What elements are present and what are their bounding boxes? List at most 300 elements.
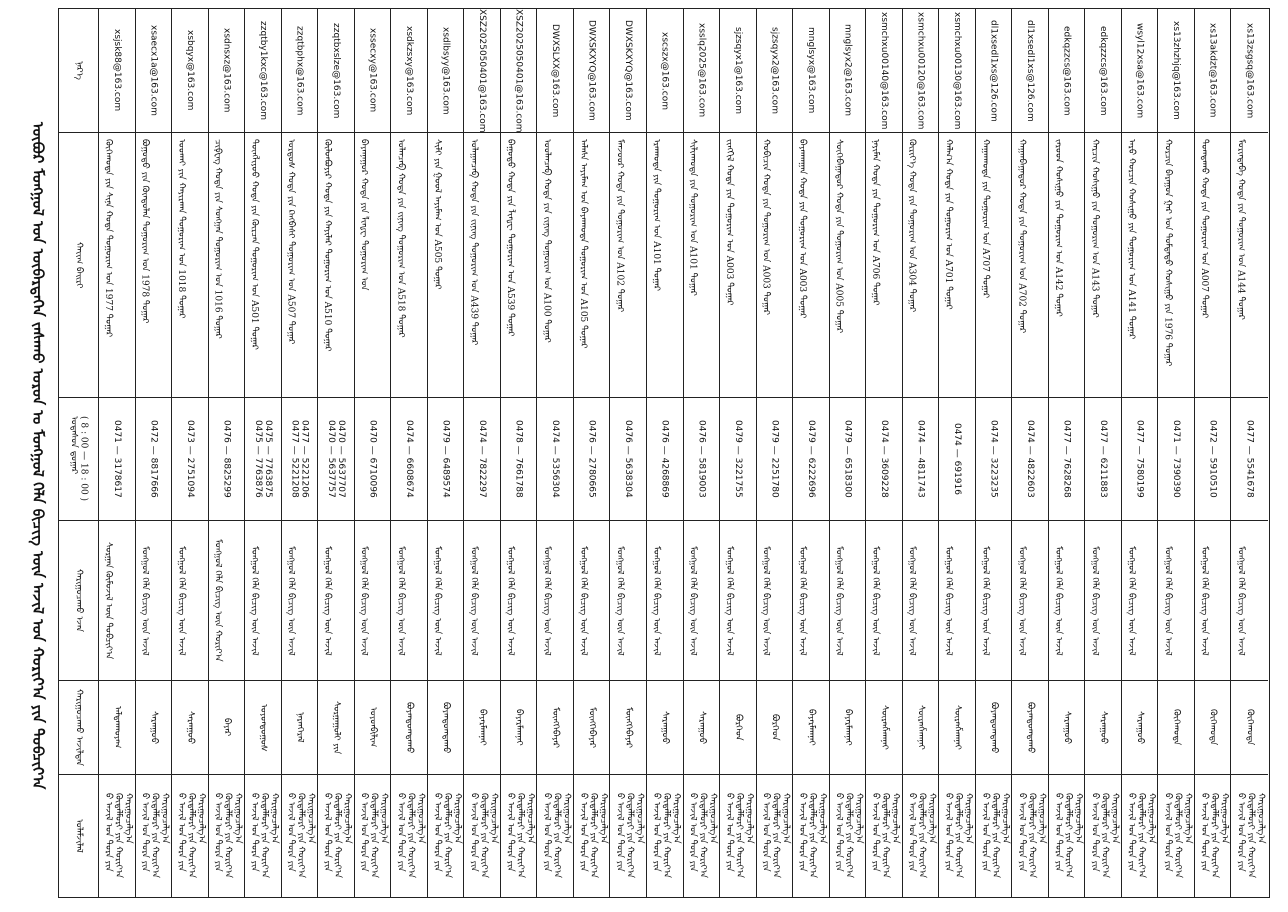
cell-dept [428, 521, 464, 681]
cell-note [172, 775, 208, 896]
cell-person [1195, 681, 1231, 775]
cell-note [1158, 775, 1194, 896]
cell-email[interactable] [1122, 9, 1158, 133]
cell-dept [684, 521, 720, 681]
cell-email[interactable] [318, 9, 354, 133]
cell-note [647, 775, 683, 896]
email-text: DWXSLXX@163.com [550, 23, 561, 118]
header-cell [59, 521, 98, 681]
tel-text: 0475 — 7763876 0475 — 7763875 [252, 420, 273, 498]
person-text: ᠮᠥᠩᠬᠡᠪᠠᠶᠠᠷ [586, 706, 597, 749]
cell-address [464, 133, 500, 398]
dept-text: ᠮᠣᠩᠭᠣᠯ ᠬᠡᠯᠡ ᠪᠢᠴᠢᠭ ᠦᠨ ᠠᠵᠢᠯ [760, 545, 771, 656]
email-text: xssecxy@163.com [367, 28, 378, 113]
cell-email[interactable] [684, 9, 720, 133]
cell-dept [793, 521, 829, 681]
cell-address [136, 133, 172, 398]
address-text: ᠬᠥᠬᠡᠬᠣᠲᠠ ᠶᠢᠨ ᠰᠢᠨᠡ ᠬᠣᠲᠠ ᠲᠣᠭᠣᠷᠢᠭ ᠤᠨ 1977 ᠳᠤᠭᠠᠷ [103, 139, 113, 338]
person-text: ᠨᠠᠷᠠᠨᠭᠡᠷᠡᠯ [294, 712, 305, 743]
cell-address [757, 133, 793, 398]
cell-dept [976, 521, 1012, 681]
dept-text: ᠮᠣᠩᠭᠣᠯ ᠬᠡᠯᠡ ᠪᠢᠴᠢᠭ ᠦᠨ ᠠᠵᠢᠯ [358, 545, 369, 656]
document-title [18, 20, 58, 892]
table-row [793, 9, 830, 897]
email-text: xsmchxu00120@163.com [915, 11, 926, 130]
dept-text: ᠮᠣᠩᠭᠣᠯ ᠬᠡᠯᠡ ᠪᠢᠴᠢᠭ ᠦᠨ ᠠᠵᠢᠯ [541, 545, 552, 656]
cell-address [610, 133, 646, 398]
cell-tel [136, 398, 172, 521]
email-text: zzqtbxslze@163.com [330, 22, 341, 119]
cell-note [757, 775, 793, 896]
cell-address [245, 133, 281, 398]
cell-person [172, 681, 208, 775]
dept-text: ᠮᠣᠩᠭᠣᠯ ᠬᠡᠯᠡ ᠪᠢᠴᠢᠭ ᠦᠨ ᠠᠵᠢᠯ [577, 545, 588, 656]
person-text: ᠮᠥᠩᠬᠡᠪᠠᠶᠠᠷ [550, 706, 561, 749]
cell-tel [1195, 398, 1231, 521]
person-text: ᠰᠠᠷᠠᠨᠭᠣᠣ [1061, 710, 1072, 745]
table-row [830, 9, 867, 897]
address-text: ᠪᠠᠶᠠᠨᠨᠠᠭᠤᠷ ᠬᠣᠲᠠ ᠶᠢᠨ ᠯᠢᠨᠾᠧ ᠲᠣᠭᠣᠷᠢᠭ ᠤᠨ [358, 139, 369, 291]
tel-text: 0477 — 6211883 [1098, 420, 1109, 498]
cell-address [209, 133, 245, 398]
address-text: ᠬᠥᠯᠥᠨᠪᠤᠶᠢᠷ ᠬᠣᠲᠠ ᠶᠢᠨ ᠬᠠᠶᠢᠯᠠᠷ ᠲᠣᠭᠣᠷᠢᠭ ᠤᠨ A510 ᠳᠤᠭᠠᠷ [322, 139, 333, 352]
address-text: ᠬᠠᠯᠬ᠎ᠠ ᠬᠣᠲᠠ ᠶᠢᠨ ᠲᠣᠭᠣᠷᠢᠭ ᠤᠨ A701 ᠳᠤᠭᠠᠷ [943, 139, 954, 310]
cell-email[interactable] [757, 9, 793, 133]
cell-note [99, 775, 135, 896]
table-row [1122, 9, 1159, 897]
person-text: ᠬᠥᠬᠡᠬᠣᠲᠠ [1207, 709, 1218, 746]
email-text: edkqzzcs@163.com [1098, 25, 1109, 116]
cell-note [428, 775, 464, 896]
note-text: ᠪ ᠠᠵᠢᠯ ᠤᠨ ᠳᠤᠷᠠ ᠶᠢᠨ ᠬᠥᠳᠡᠯᠮᠦᠷᠢ ᠶᠢᠨ ᠬᠤᠷᠢᠶ᠎ᠠ ᠬᠠᠷᠢᠭᠤᠴᠠᠯᠭ᠎ᠠ [1198, 793, 1229, 878]
address-text: ᠤᠤᠯᠠᠨᠴᠠᠪ ᠬᠣᠲᠠ ᠶᠢᠨ ᠵᠢᠨᠢᠩ ᠲᠣᠭᠣᠷᠢᠭ ᠤᠨ A100 ᠳᠤᠭᠠᠷ [541, 139, 552, 343]
dept-text: ᠮᠣᠩᠭᠣᠯ ᠬᠡᠯᠡ ᠪᠢᠴᠢᠭ ᠦᠨ ᠠᠵᠢᠯ [285, 545, 296, 656]
cell-dept [1012, 521, 1048, 681]
person-text: ᠰᠦᠷᠡᠩᠮᠠᠭᠨᠠᠢ [878, 705, 889, 750]
person-text: ᠪᠠᠶᠠᠷᠮᠠᠭᠨᠠᠢ [805, 709, 816, 746]
cell-person [537, 681, 573, 775]
cell-email[interactable] [1085, 9, 1121, 133]
cell-dept [903, 521, 939, 681]
tel-text: 0477 — 5541678 [1244, 420, 1255, 498]
header-label: ᠨᠡᠷ᠎ᠡ [73, 61, 84, 80]
tel-text: 0471 — 3178617 [111, 420, 122, 498]
cell-address [574, 133, 610, 398]
cell-person [318, 681, 354, 775]
email-text: xsmchxu00140@163.com [878, 11, 889, 130]
note-text: ᠪ ᠠᠵᠢᠯ ᠤᠨ ᠳᠤᠷᠠ ᠶᠢᠨ ᠬᠥᠳᠡᠯᠮᠦᠷᠢ ᠶᠢᠨ ᠬᠤᠷᠢᠶ᠎ᠠ ᠬᠠᠷᠢᠭᠤᠴᠠᠯᠭ᠎ᠠ [1235, 793, 1266, 878]
address-text: ᠵᠢᠩᠭᠢᠯ ᠬᠣᠲᠠ ᠶᠢᠨ ᠲᠣᠭᠣᠷᠢᠭ ᠤᠨ A003 ᠳᠤᠭᠠᠷ [724, 139, 735, 306]
tel-text: 0473 — 2751094 [184, 420, 195, 498]
cell-person [1122, 681, 1158, 775]
cell-person [391, 681, 427, 775]
person-text: ᠰᠤᠷᠭᠠᠭᠤᠯᠢ ᠶᠢᠨ [330, 700, 341, 755]
cell-person [464, 681, 500, 775]
cell-person [939, 681, 975, 775]
person-text: ᠰᠠᠷᠠᠨᠭᠣᠣ [184, 710, 195, 745]
cell-person [976, 681, 1012, 775]
address-text: ᠣᠷᠳᠣᠰ ᠬᠣᠲᠠ ᠶᠢᠨ ᠺᠠᠩᠪᠠᠰᠢ ᠲᠣᠭᠣᠷᠢᠭ ᠤᠨ A507 ᠳᠤᠭᠠᠷ [285, 139, 296, 345]
cell-note [574, 775, 610, 896]
dept-text: ᠮᠣᠩᠭᠣᠯ ᠬᠡᠯᠡ ᠪᠢᠴᠢᠭ ᠦᠨ ᠠᠵᠢᠯ [1235, 545, 1246, 656]
cell-dept [720, 521, 756, 681]
table-row [1085, 9, 1122, 897]
person-text: ᠪᠤᠷᠭᠡᠳ [732, 714, 743, 741]
cell-person [647, 681, 683, 775]
table-body [99, 9, 1269, 897]
cell-note [1122, 775, 1158, 896]
note-text: ᠪ ᠠᠵᠢᠯ ᠤᠨ ᠳᠤᠷᠠ ᠶᠢᠨ ᠬᠥᠳᠡᠯᠮᠦᠷᠢ ᠶᠢᠨ ᠬᠤᠷᠢᠶ᠎ᠠ ᠬᠠᠷᠢᠭᠤᠴᠠᠯᠭ᠎ᠠ [577, 793, 608, 878]
cell-tel [976, 398, 1012, 521]
cell-tel [1049, 398, 1085, 521]
tel-text: 0474 — 6608674 [404, 420, 415, 498]
cell-address [99, 133, 135, 398]
cell-address [391, 133, 427, 398]
cell-tel [1122, 398, 1158, 521]
dept-text: ᠮᠣᠩᠭᠣᠯ ᠬᠡᠯᠡ ᠪᠢᠴᠢᠭ ᠦᠨ ᠠᠵᠢᠯ [139, 545, 150, 656]
dept-text: ᠮᠣᠩᠭᠣᠯ ᠬᠡᠯᠡ ᠪᠢᠴᠢᠭ ᠦᠨ ᠠᠵᠢᠯ [395, 545, 406, 656]
cell-email[interactable] [136, 9, 172, 133]
cell-dept [830, 521, 866, 681]
cell-email[interactable] [99, 9, 135, 133]
dept-text: ᠮᠣᠩᠭᠣᠯ ᠬᠡᠯᠡ ᠪᠢᠴᠢᠭ ᠦᠨ ᠬᠣᠷᠢᠶ᠎ᠠ [212, 539, 223, 662]
email-text: sjzsqyx1@163.com [732, 27, 743, 114]
cell-tel [939, 398, 975, 521]
cell-note [209, 775, 245, 896]
address-text: ᠲᠦᠩᠯᠢᠶᠣᠤ ᠬᠣᠲᠠ ᠶᠢᠨ ᠬᠦᠷᠴᠡᠨ ᠲᠣᠭᠣᠷᠢᠭ ᠤᠨ A501 ᠳᠤᠭᠠᠷ [249, 139, 260, 350]
tel-text: 0476 — 5819003 [696, 420, 707, 498]
note-text: ᠪ ᠠᠵᠢᠯ ᠤᠨ ᠳᠤᠷᠠ ᠶᠢᠨ ᠬᠥᠳᠡᠯᠮᠦᠷᠢ ᠶᠢᠨ ᠬᠤᠷᠢᠶ᠎ᠠ ᠬᠠᠷᠢᠭᠤᠴᠠᠯᠭ᠎ᠠ [212, 793, 243, 878]
address-text: ᠣᠯᠠᠨᠴᠠᠪ ᠬᠣᠲᠠ ᠶᠢᠨ ᠵᠢᠨᠢᠩ ᠲᠣᠭᠣᠷᠢᠭ ᠤᠨ A518 ᠳᠤᠭᠠᠷ [395, 139, 406, 338]
cell-email[interactable] [1158, 9, 1194, 133]
cell-email[interactable] [866, 9, 902, 133]
cell-person [501, 681, 537, 775]
note-text: ᠪ ᠠᠵᠢᠯ ᠤᠨ ᠳᠤᠷᠠ ᠶᠢᠨ ᠬᠥᠳᠡᠯᠮᠦᠷᠢ ᠶᠢᠨ ᠬᠤᠷᠢᠶ᠎ᠠ ᠬᠠᠷᠢᠭᠤᠴᠠᠯᠭ᠎ᠠ [176, 793, 207, 878]
cell-address [537, 133, 573, 398]
cell-note [684, 775, 720, 896]
cell-tel [172, 398, 208, 521]
cell-note [1085, 775, 1121, 896]
cell-email[interactable] [1049, 9, 1085, 133]
cell-person [282, 681, 318, 775]
cell-email[interactable] [939, 9, 975, 133]
cell-address [172, 133, 208, 398]
note-text: ᠪ ᠠᠵᠢᠯ ᠤᠨ ᠳᠤᠷᠠ ᠶᠢᠨ ᠬᠥᠳᠡᠯᠮᠦᠷᠢ ᠶᠢᠨ ᠬᠤᠷᠢᠶ᠎ᠠ ᠬᠠᠷᠢᠭᠤᠴᠠᠯᠭ᠎ᠠ [1016, 793, 1047, 878]
cell-person [684, 681, 720, 775]
person-text: ᠠᠯᠲᠠᠨᠬᠤᠶᠠᠭ [111, 706, 122, 749]
dept-text: ᠮᠣᠩᠭᠣᠯ ᠬᠡᠯᠡ ᠪᠢᠴᠢᠭ ᠦᠨ ᠠᠵᠢᠯ [1125, 545, 1136, 656]
tel-text: 0472 — 8817666 [148, 420, 159, 498]
header-label: ᠤᠲᠠᠰᠤᠨ ᠳ᠋ᠤᠭᠠᠷ ( 8 : 00 — 18 : 00 ) [68, 416, 89, 502]
table-row [501, 9, 538, 897]
cell-email[interactable] [1231, 9, 1268, 133]
cell-tel [866, 398, 902, 521]
cell-note [1195, 775, 1231, 896]
cell-note [501, 775, 537, 896]
header-cell [59, 398, 98, 521]
email-text: xsjsk88@163.com [111, 29, 122, 112]
cell-person [1158, 681, 1194, 775]
cell-note [866, 775, 902, 896]
cell-note [318, 775, 354, 896]
cell-person [428, 681, 464, 775]
cell-email[interactable] [574, 9, 610, 133]
note-text: ᠪ ᠠᠵᠢᠯ ᠤᠨ ᠳᠤᠷᠠ ᠶᠢᠨ ᠬᠥᠳᠡᠯᠮᠦᠷᠢ ᠶᠢᠨ ᠬᠤᠷᠢᠶ᠎ᠠ ᠬᠠᠷᠢᠭᠤᠴᠠᠯᠭ᠎ᠠ [285, 793, 316, 878]
dept-text: ᠮᠣᠩᠭᠣᠯ ᠬᠡᠯᠡ ᠪᠢᠴᠢᠭ ᠦᠨ ᠠᠵᠢᠯ [614, 545, 625, 656]
table-row [866, 9, 903, 897]
person-text: ᠪᠤᠶᠠᠨᠲᠣᠭᠲᠠᠬᠤ [440, 701, 451, 754]
tel-text: 0477 — 7580199 [1134, 420, 1145, 498]
cell-person [1231, 681, 1268, 775]
cell-dept [501, 521, 537, 681]
cell-address [1122, 133, 1158, 398]
note-text: ᠪ ᠠᠵᠢᠯ ᠤᠨ ᠳᠤᠷᠠ ᠶᠢᠨ ᠬᠥᠳᠡᠯᠮᠦᠷᠢ ᠶᠢᠨ ᠬᠤᠷᠢᠶ᠎ᠠ ᠬᠠᠷᠢᠭᠤᠴᠠᠯᠭ᠎ᠠ [139, 793, 170, 878]
cell-note [136, 775, 172, 896]
cell-email[interactable] [830, 9, 866, 133]
cell-note [939, 775, 975, 896]
cell-tel [757, 398, 793, 521]
cell-email[interactable] [391, 9, 427, 133]
person-text: ᠪᠠᠶᠠᠷ [221, 718, 232, 737]
address-text: ᠬᠦᠷᠢᠶ᠎ᠡ ᠬᠣᠲᠠ ᠶᠢᠨ ᠲᠣᠭᠣᠷᠢᠭ ᠤᠨ A304 ᠳᠤᠭᠠᠷ [906, 139, 917, 313]
cell-note [610, 775, 646, 896]
note-text: ᠪ ᠠᠵᠢᠯ ᠤᠨ ᠳᠤᠷᠠ ᠶᠢᠨ ᠬᠥᠳᠡᠯᠮᠦᠷᠢ ᠶᠢᠨ ᠬᠤᠷᠢᠶ᠎ᠠ ᠬᠠᠷᠢᠭᠤᠴᠠᠯᠭ᠎ᠠ [249, 793, 280, 878]
email-text: xsbqyx@163.com [184, 30, 195, 111]
tel-text: 0476 — 8825299 [221, 420, 232, 498]
tel-text: 0479 — 6518300 [842, 420, 853, 498]
cell-email[interactable] [464, 9, 500, 133]
cell-address [1049, 133, 1085, 398]
dept-text: ᠮᠣᠩᠭᠣᠯ ᠬᠡᠯᠡ ᠪᠢᠴᠢᠭ ᠦᠨ ᠠᠵᠢᠯ [724, 545, 735, 656]
dept-text: ᠮᠣᠩᠭᠣᠯ ᠬᠡᠯᠡ ᠪᠢᠴᠢᠭ ᠦᠨ ᠠᠵᠢᠯ [797, 545, 808, 656]
table-row [1012, 9, 1049, 897]
table-row [355, 9, 392, 897]
cell-dept [1085, 521, 1121, 681]
person-text: ᠰᠠᠷᠠᠨᠭᠣᠣ [1098, 710, 1109, 745]
cell-email[interactable] [610, 9, 646, 133]
email-text: XSZ2025050401@163.com [477, 9, 488, 133]
cell-email[interactable] [428, 9, 464, 133]
cell-person [355, 681, 391, 775]
cell-email[interactable] [1012, 9, 1048, 133]
dept-text: ᠰᠤᠷᠭᠠᠨ ᠬᠦᠮᠦᠵᠢᠯ ᠦᠨ ᠲᠣᠪᠴᠢᠶ᠎ᠠ [103, 541, 113, 660]
dept-text: ᠮᠣᠩᠭᠣᠯ ᠬᠡᠯᠡ ᠪᠢᠴᠢᠭ ᠦᠨ ᠠᠵᠢᠯ [249, 545, 260, 656]
cell-address [866, 133, 902, 398]
cell-person [209, 681, 245, 775]
cell-tel [209, 398, 245, 521]
cell-tel [99, 398, 135, 521]
cell-address [903, 133, 939, 398]
email-text: xs13zhzhjq@163.com [1171, 21, 1182, 120]
person-text: ᠰᠠᠷᠠᠨᠭᠣᠣ [696, 710, 707, 745]
header-cell [59, 9, 98, 133]
note-text: ᠪ ᠠᠵᠢᠯ ᠤᠨ ᠳᠤᠷᠠ ᠶᠢᠨ ᠬᠥᠳᠡᠯᠮᠦᠷᠢ ᠶᠢᠨ ᠬᠤᠷᠢᠶ᠎ᠠ ᠬᠠᠷᠢᠭᠤᠴᠠᠯᠭ᠎ᠠ [870, 793, 901, 878]
cell-email[interactable] [355, 9, 391, 133]
table-row [757, 9, 794, 897]
cell-person [903, 681, 939, 775]
table-row [172, 9, 209, 897]
cell-tel [355, 398, 391, 521]
cell-email[interactable] [793, 9, 829, 133]
email-text: XSZ2025050401@163.com [513, 9, 524, 133]
cell-email[interactable] [501, 9, 537, 133]
dept-text: ᠮᠣᠩᠭᠣᠯ ᠬᠡᠯᠡ ᠪᠢᠴᠢᠭ ᠦᠨ ᠠᠵᠢᠯ [650, 545, 661, 656]
cell-email[interactable] [537, 9, 573, 133]
cell-email[interactable] [172, 9, 208, 133]
cell-address [1231, 133, 1268, 398]
cell-address [1195, 133, 1231, 398]
dept-text: ᠮᠣᠩᠭᠣᠯ ᠬᠡᠯᠡ ᠪᠢᠴᠢᠭ ᠦᠨ ᠠᠵᠢᠯ [906, 545, 917, 656]
note-text: ᠪ ᠠᠵᠢᠯ ᠤᠨ ᠳᠤᠷᠠ ᠶᠢᠨ ᠬᠥᠳᠡᠯᠮᠦᠷᠢ ᠶᠢᠨ ᠬᠤᠷᠢᠶ᠎ᠠ ᠬᠠᠷᠢᠭᠤᠴᠠᠯᠭ᠎ᠠ [614, 793, 645, 878]
cell-dept [318, 521, 354, 681]
table-row [209, 9, 246, 897]
table-row [939, 9, 976, 897]
cell-tel [647, 398, 683, 521]
cell-address [684, 133, 720, 398]
cell-dept [391, 521, 427, 681]
note-text: ᠪ ᠠᠵᠢᠯ ᠤᠨ ᠳᠤᠷᠠ ᠶᠢᠨ ᠬᠥᠳᠡᠯᠮᠦᠷᠢ ᠶᠢᠨ ᠬᠤᠷᠢᠶ᠎ᠠ ᠬᠠᠷᠢᠭᠤᠴᠠᠯᠭ᠎ᠠ [358, 793, 389, 878]
tel-text: 0479 — 2251780 [769, 420, 780, 498]
person-text: ᠰᠠᠷᠠᠨᠭᠣᠣ [148, 710, 159, 745]
address-text: ᠠᠷᠤ ᠬᠣᠷᠴᠢᠨ ᠬᠣᠰᠢᠭᠤ ᠶᠢᠨ ᠲᠣᠭᠣᠷᠢᠭ ᠤᠨ A141 ᠳᠤᠭᠠᠷ [1125, 139, 1136, 340]
cell-tel [245, 398, 281, 521]
cell-tel [428, 398, 464, 521]
tel-text: 0476 — 4268869 [659, 420, 670, 498]
address-text: ᠲᠣᠭᠲᠠᠬᠤ ᠬᠣᠲᠠ ᠶᠢᠨ ᠲᠣᠭᠣᠷᠢᠭ ᠤᠨ A007 ᠳᠤᠭᠠᠷ [1198, 139, 1209, 319]
email-text: sjzsqyx2@163.com [769, 27, 780, 114]
cell-address [830, 133, 866, 398]
dept-text: ᠮᠣᠩᠭᠣᠯ ᠬᠡᠯᠡ ᠪᠢᠴᠢᠭ ᠦᠨ ᠠᠵᠢᠯ [504, 545, 515, 656]
cell-dept [282, 521, 318, 681]
cell-note [1049, 775, 1085, 896]
person-text: ᠪᠠᠶᠠᠷᠮᠠᠭᠨᠠᠢ [513, 709, 524, 746]
header-cell [59, 681, 98, 775]
cell-person [245, 681, 281, 775]
cell-person [99, 681, 135, 775]
cell-dept [172, 521, 208, 681]
cell-email[interactable] [903, 9, 939, 133]
email-text: xsdkzsxy@163.com [404, 25, 415, 116]
cell-dept [939, 521, 975, 681]
cell-person [866, 681, 902, 775]
person-text: ᠣᠶᠤᠨᠪᠢᠯᠢᠭ [367, 707, 378, 748]
cell-dept [1122, 521, 1158, 681]
table-row [428, 9, 465, 897]
cell-email[interactable] [720, 9, 756, 133]
address-text: ᠪᠤᠭᠤᠲᠤ ᠶᠢᠨ ᠬᠦᠨᠳᠦᠯᠡᠨ ᠲᠣᠭᠣᠷᠢᠭ ᠤᠨ 1978 ᠳᠤᠭᠠᠷ [139, 139, 150, 324]
cell-dept [464, 521, 500, 681]
cell-email[interactable] [245, 9, 281, 133]
address-text: ᠨᠠᠶᠢᠮᠠᠨ ᠬᠣᠲᠠ ᠶᠢᠨ ᠲᠣᠭᠣᠷᠢᠭ ᠤᠨ A706 ᠳᠤᠭᠠᠷ [870, 139, 881, 306]
cell-dept [1049, 521, 1085, 681]
tel-text: 0472 — 5910510 [1207, 420, 1218, 498]
cell-note [1231, 775, 1268, 896]
cell-tel [464, 398, 500, 521]
table-row [610, 9, 647, 897]
person-text: ᠪᠤᠷᠭᠡᠳ [769, 714, 780, 741]
cell-note [720, 775, 756, 896]
cell-note [830, 775, 866, 896]
person-text: ᠪᠤᠶᠠᠨᠲᠣᠭᠲᠠᠬᠤ [988, 701, 999, 754]
table-row [1231, 9, 1268, 897]
table-row [976, 9, 1013, 897]
cell-person [136, 681, 172, 775]
note-text: ᠪ ᠠᠵᠢᠯ ᠤᠨ ᠳᠤᠷᠠ ᠶᠢᠨ ᠬᠥᠳᠡᠯᠮᠦᠷᠢ ᠶᠢᠨ ᠬᠤᠷᠢᠶ᠎ᠠ ᠬᠠᠷᠢᠭᠤᠴᠠᠯᠭ᠎ᠠ [1089, 793, 1120, 878]
note-text: ᠪ ᠠᠵᠢᠯ ᠤᠨ ᠳᠤᠷᠠ ᠶᠢᠨ ᠬᠥᠳᠡᠯᠮᠦᠷᠢ ᠶᠢᠨ ᠬᠤᠷᠢᠶ᠎ᠠ ᠬᠠᠷᠢᠭᠤᠴᠠᠯᠭ᠎ᠠ [1162, 793, 1193, 878]
cell-email[interactable] [647, 9, 683, 133]
table-row [537, 9, 574, 897]
cell-tel [1012, 398, 1048, 521]
dept-text: ᠮᠣᠩᠭᠣᠯ ᠬᠡᠯᠡ ᠪᠢᠴᠢᠭ ᠦᠨ ᠠᠵᠢᠯ [1198, 545, 1209, 656]
cell-person [757, 681, 793, 775]
person-text: ᠮᠥᠩᠬᠡᠪᠠᠶᠠᠷ [623, 706, 634, 749]
address-text: ᠴᠢᠹᠧᠩ ᠬᠣᠲᠠ ᠶᠢᠨ ᠰᠣᠩᠭᠠᠨ ᠲᠣᠭᠣᠷᠢᠭ ᠤᠨ 1016 ᠳᠤᠭᠠᠷ [212, 139, 223, 339]
cell-address [282, 133, 318, 398]
note-text: ᠪ ᠠᠵᠢᠯ ᠤᠨ ᠳᠤᠷᠠ ᠶᠢᠨ ᠬᠥᠳᠡᠯᠮᠦᠷᠢ ᠶᠢᠨ ᠬᠤᠷᠢᠶ᠎ᠠ ᠬᠠᠷᠢᠭᠤᠴᠠᠯᠭ᠎ᠠ [906, 793, 937, 878]
note-text: ᠪ ᠠᠵᠢᠯ ᠤᠨ ᠳᠤᠷᠠ ᠶᠢᠨ ᠬᠥᠳᠡᠯᠮᠦᠷᠢ ᠶᠢᠨ ᠬᠤᠷᠢᠶ᠎ᠠ ᠬᠠᠷᠢᠭᠤᠴᠠᠯᠭ᠎ᠠ [1125, 793, 1156, 878]
cell-email[interactable] [1195, 9, 1231, 133]
email-text: DWXSKXYQ@163.com [623, 20, 634, 121]
note-text: ᠪ ᠠᠵᠢᠯ ᠤᠨ ᠳᠤᠷᠠ ᠶᠢᠨ ᠬᠥᠳᠡᠯᠮᠦᠷᠢ ᠶᠢᠨ ᠬᠤᠷᠢᠶ᠎ᠠ ᠬᠠᠷᠢᠭᠤᠴᠠᠯᠭ᠎ᠠ [943, 793, 974, 878]
dept-text: ᠮᠣᠩᠭᠣᠯ ᠬᠡᠯᠡ ᠪᠢᠴᠢᠭ ᠦᠨ ᠠᠵᠢᠯ [176, 545, 187, 656]
tel-text: 0479 — 3221755 [732, 420, 743, 498]
table-row [282, 9, 319, 897]
note-text: ᠪ ᠠᠵᠢᠯ ᠤᠨ ᠳᠤᠷᠠ ᠶᠢᠨ ᠬᠥᠳᠡᠯᠮᠦᠷᠢ ᠶᠢᠨ ᠬᠤᠷᠢᠶ᠎ᠠ ᠬᠠᠷᠢᠭᠤᠴᠠᠯᠭ᠎ᠠ [1052, 793, 1083, 878]
cell-address [355, 133, 391, 398]
email-text: xsdnsxz@163.com [221, 28, 232, 113]
dept-text: ᠮᠣᠩᠭᠣᠯ ᠬᠡᠯᠡ ᠪᠢᠴᠢᠭ ᠦᠨ ᠠᠵᠢᠯ [1052, 545, 1063, 656]
cell-tel [684, 398, 720, 521]
person-text: ᠪᠠᠶᠠᠷᠮᠠᠭᠨᠠᠢ [842, 709, 853, 746]
tel-text: 0474 — 7822297 [477, 420, 488, 498]
dept-text: ᠮᠣᠩᠭᠣᠯ ᠬᠡᠯᠡ ᠪᠢᠴᠢᠭ ᠦᠨ ᠠᠵᠢᠯ [870, 545, 881, 656]
dept-text: ᠮᠣᠩᠭᠣᠯ ᠬᠡᠯᠡ ᠪᠢᠴᠢᠭ ᠦᠨ ᠠᠵᠢᠯ [979, 545, 990, 656]
email-text: xsmchxu00130@163.com [951, 11, 962, 130]
cell-address [976, 133, 1012, 398]
cell-address [428, 133, 464, 398]
cell-person [1049, 681, 1085, 775]
email-text: zzqtbphx@163.com [294, 25, 305, 116]
cell-email[interactable] [209, 9, 245, 133]
cell-tel [318, 398, 354, 521]
cell-dept [537, 521, 573, 681]
email-text: xsaecx1a@163.com [148, 25, 159, 116]
cell-dept [757, 521, 793, 681]
cell-person [1012, 681, 1048, 775]
cell-address [939, 133, 975, 398]
tel-text: 0477 — 5221208 0477 — 5221206 [289, 420, 310, 498]
person-text: ᠰᠦᠷᠡᠩᠮᠠᠭᠨᠠᠢ [915, 705, 926, 750]
cell-note [245, 775, 281, 896]
address-text: ᠬᠤᠪᠢᠴᠢᠨ ᠬᠣᠲᠠ ᠶᠢᠨ ᠲᠣᠭᠣᠷᠢᠭ ᠤᠨ A003 ᠳᠤᠭᠠᠷ [760, 139, 771, 315]
cell-address [1012, 133, 1048, 398]
person-text: ᠣᠶᠤᠨᠲᠣᠭᠣᠰ [257, 703, 268, 752]
cell-tel [1085, 398, 1121, 521]
address-text: ᠰᠢᠯᠢ ᠶᠢᠨ ᠭᠣᠣᠯ ᠠᠶᠢᠮᠠᠭ ᠤᠨ A505 ᠳᠤᠭᠠᠷ [431, 139, 442, 290]
cell-address [318, 133, 354, 398]
email-text: edkqzzcs@163.com [1061, 25, 1072, 116]
note-text: ᠪ ᠠᠵᠢᠯ ᠤᠨ ᠳᠤᠷᠠ ᠶᠢᠨ ᠬᠥᠳᠡᠯᠮᠦᠷᠢ ᠶᠢᠨ ᠬᠤᠷᠢᠶ᠎ᠠ ᠬᠠᠷᠢᠭᠤᠴᠠᠯᠭ᠎ᠠ [468, 793, 499, 878]
tel-text: 0474 — 3609228 [878, 420, 889, 498]
person-text: ᠪᠠᠶᠠᠷᠮᠠᠭᠨᠠᠢ [477, 709, 488, 746]
cell-email[interactable] [282, 9, 318, 133]
cell-email[interactable] [976, 9, 1012, 133]
email-text: dl1xsedl1xs@126.com [1025, 19, 1036, 122]
cell-note [1012, 775, 1048, 896]
tel-text: 0479 — 6489574 [440, 420, 451, 498]
address-text: ᠰᠢᠯᠢᠨᠬᠣᠲᠠ ᠶᠢᠨ ᠲᠣᠭᠣᠷᠢᠭ ᠤᠨ A101 ᠳᠤᠭᠠᠷ [687, 139, 698, 296]
table-row [1195, 9, 1232, 897]
